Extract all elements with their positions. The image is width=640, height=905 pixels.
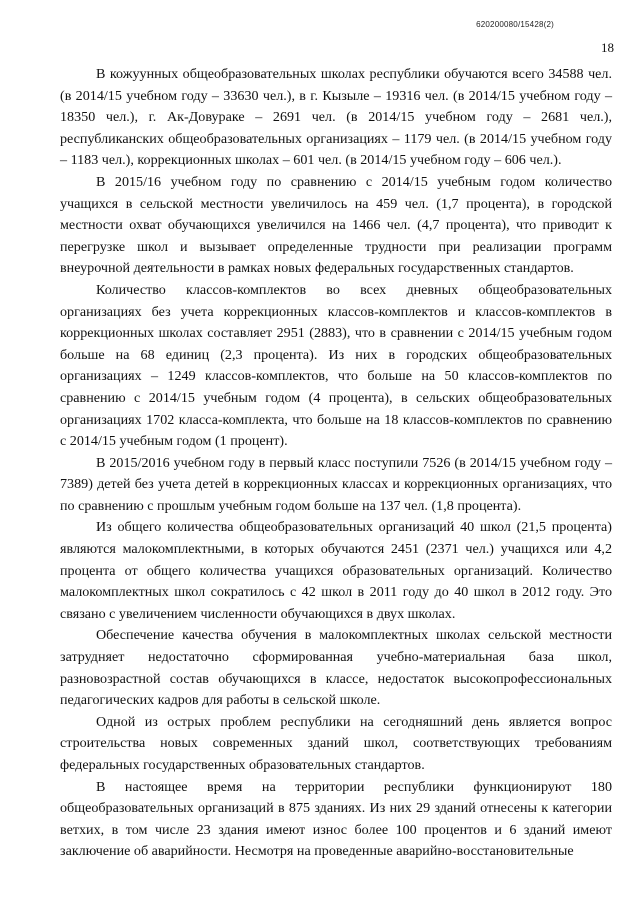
paragraph-rural-quality: Обеспечение качества обучения в малокомплектных школах сельской местности затрудняет недостаточно сформированная учебно-материальная база школ, разновозрастной состав обучающихся в классе, недостаток высокопрофессиональных педагогических кадров для работы в сельской школе.: [60, 627, 612, 709]
page-number: 18: [601, 40, 614, 55]
paragraph-student-growth: В 2015/16 учебном году по сравнению с 2014/15 учебным годом количество учащихся в сельской местности увеличилось на 459 чел. (1,7 процента), в городской местности охват обучающихся увеличился на 1466 чел. (4,7 процента), что приводит к перегрузке школ и вызывает определенные трудности при реализации программ внеурочной деятельности в рамках новых федеральных государственных стандартов.: [60, 173, 612, 277]
paragraph-small-schools: Из общего количества общеобразовательных организаций 40 школ (21,5 процента) являются малокомплектными, в которых обучаются 2451 (2371 чел.) учащихся или 4,2 процента от общего количества учащихся образовательных организаций. Количество малокомплектных школ сократилось с 42 школ в 2011 году до 40 школ в 2012 году. Это связано с увеличением численности обучающихся в двух школах.: [60, 519, 612, 622]
document-body: [60, 64, 612, 863]
paragraph-enrollment-by-area: В кожуунных общеобразовательных школах республики обучаются всего 34588 чел. (в 2014/15 учебном году – 33630 чел.), в г. Кызыле – 19316 чел. (в 2014/15 учебном году – 18350 чел.), г. Ак-Довураке – 2691 чел. (в 2014/15 учебном году – 2681 чел.), республиканских общеобразовательных организациях – 1179 чел. (в 2014/15 учебном году – 1183 чел.), коррекционных школах – 601 чел. (в 2014/15 учебном году – 606 чел.).: [60, 66, 612, 169]
paragraph-construction-problem: Одной из острых проблем республики на сегодняшний день является вопрос строительства новых современных зданий школ, соответствующих требованиям федеральных государственных образовательных стандартов.: [60, 713, 612, 773]
paragraph-first-graders: В 2015/2016 учебном году в первый класс поступили 7526 (в 2014/15 учебном году – 7389) детей без учета детей в коррекционных классах и коррекционных организациях, что по сравнению с прошлым учебным годом больше на 137 чел. (1,8 процента).: [60, 454, 612, 514]
document-code: 620200080/15428(2): [476, 20, 554, 29]
paragraph-class-sets: Количество классов-комплектов во всех дневных общеобразовательных организациях без учета коррекционных классов-комплектов и классов-комплектов в коррекционных школах составляет 2951 (2883), что в сравнении с 2014/15 учебным годом больше на 68 единиц (2,3 процента). Из них в городских общеобразовательных организациях – 1249 классов-комплектов, что больше на 50 классов-комплектов по сравнению с 2014/15 учебным годом (4 процента), в сельских общеобразовательных организациях 1702 класса-комплекта, что больше на 18 классов-комплектов по сравнению с 2014/15 учебным годом (1 процент).: [60, 281, 612, 450]
paragraph-school-buildings: В настоящее время на территории республики функционируют 180 общеобразовательных организаций в 875 зданиях. Из них 29 зданий отнесены к категории ветхих, в том числе 23 здания имеют износ более 100 процентов и 6 зданий имеют заключение об аварийности. Несмотря на проведенные аварийно-восстановительные: [60, 778, 612, 860]
